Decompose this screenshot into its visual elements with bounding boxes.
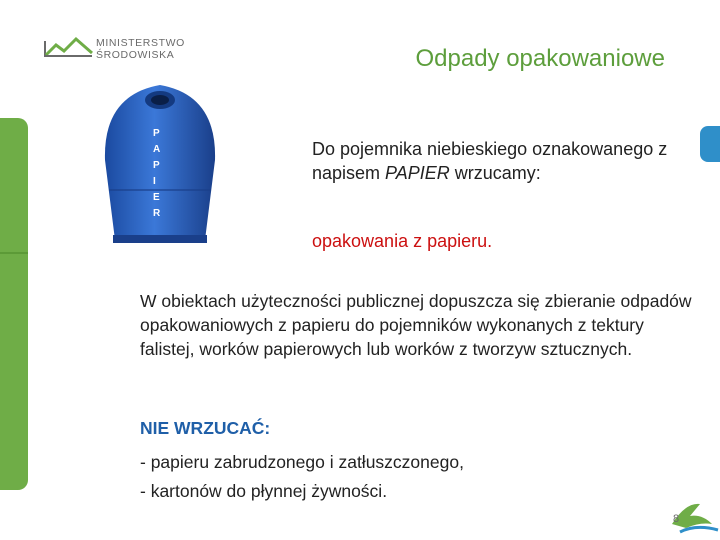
paper-bin-image (95, 70, 225, 250)
not-allowed-list (140, 448, 464, 506)
list-item: - papieru zabrudzonego i zatłuszczonego, (140, 452, 464, 472)
logo-emblem-icon (42, 33, 94, 61)
bin-letter: I (153, 176, 156, 187)
info-paragraph: W obiektach użyteczności publicznej dopuszcza się zbieranie odpadów opakowaniowych z papieru do pojemników wykonanych z tektury falistej, worków papierowych lub worków z tworzyw sztucznych. (140, 291, 692, 359)
intro-part-2: wrzucamy: (449, 163, 541, 183)
left-bar-divider (0, 252, 28, 254)
right-accent-tab (700, 126, 720, 162)
bin-letter: A (153, 144, 161, 155)
bin-letter: P (153, 128, 160, 139)
slide-title: Odpady opakowaniowe (415, 45, 665, 72)
ministry-logo (42, 33, 192, 63)
bin-letter: R (153, 208, 161, 219)
logo-line-1: MINISTERSTWO (96, 37, 185, 49)
page-number: 8 (673, 513, 680, 525)
logo-text (96, 37, 185, 61)
intro-text (312, 137, 692, 185)
intro-emphasis: PAPIER (385, 163, 450, 183)
bin-letter: P (153, 160, 160, 171)
left-accent-bar (0, 118, 28, 490)
not-allowed-heading: NIE WRZUCAĆ: (140, 418, 271, 438)
intro-part-1: Do pojemnika niebieskiego oznakowanego z napisem (312, 139, 668, 183)
corner-swoosh-icon (660, 480, 720, 540)
logo-line-2: ŚRODOWISKA (96, 49, 175, 61)
list-item: - kartonów do płynnej żywności. (140, 481, 388, 501)
allowed-item: opakowania z papieru. (312, 231, 493, 251)
bin-letter: E (153, 192, 160, 203)
